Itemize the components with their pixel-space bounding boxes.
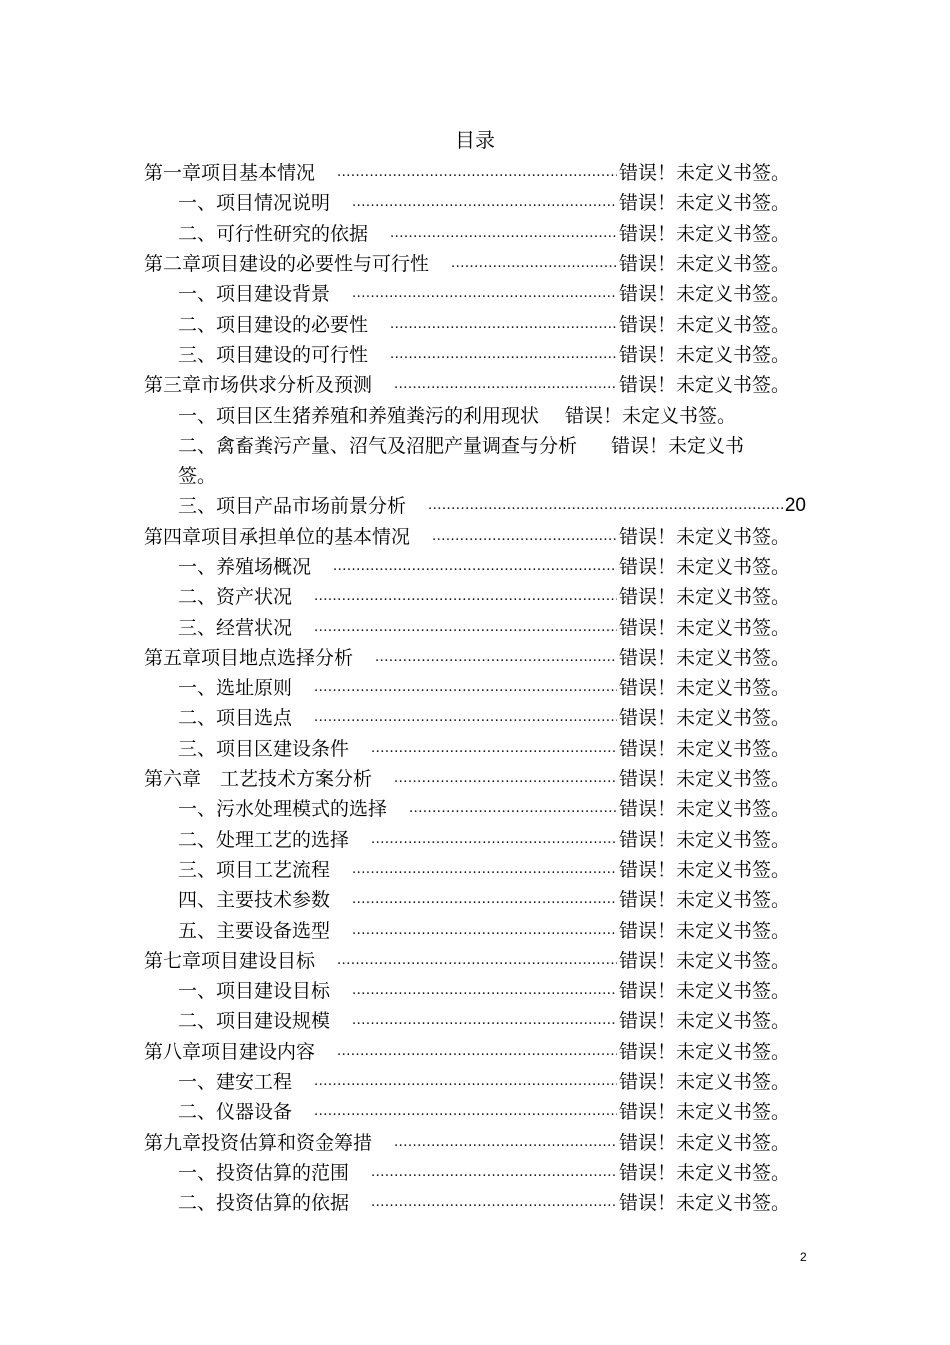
leader-dots — [352, 1006, 617, 1036]
page-number: 2 — [800, 1250, 807, 1264]
toc-entry[interactable]: 二、禽畜粪污产量、沼气及沼肥产量调查与分析 错误！未定义书 签。 — [178, 434, 745, 487]
leader-dots — [375, 643, 617, 673]
leader-dots — [390, 340, 617, 370]
leader-dots — [390, 219, 617, 249]
leader-dots — [394, 370, 617, 400]
toc-entry[interactable]: 二、项目选点 ..... 错误！未定义书签。 — [144, 703, 790, 733]
leader-dots — [337, 158, 617, 188]
leader-dots — [371, 825, 617, 855]
toc-entry[interactable]: 二、资产状况 ..... 错误！未定义书签。 — [144, 582, 790, 612]
toc-entry[interactable]: 一、项目区生猪养殖和养殖粪污的利用现状 错误！未定义书签。 — [178, 404, 737, 427]
toc-entry[interactable]: 一、项目建设目标 ..... 错误！未定义书签。 — [144, 976, 790, 1006]
leader-dots — [394, 1128, 617, 1158]
toc-entry[interactable]: 第五章项目地点选择分析 ..... 错误！未定义书签。 — [144, 643, 790, 673]
toc-entry[interactable]: 三、经营状况 ..... 错误！未定义书签。 — [144, 612, 790, 642]
toc-entry[interactable]: 一、项目建设背景 ..... 错误！未定义书签。 — [144, 279, 790, 309]
toc-entry[interactable]: 第六章 工艺技术方案分析 ..... 错误！未定义书签。 — [144, 764, 790, 794]
toc-entry[interactable]: 一、污水处理模式的选择 ..... 错误！未定义书签。 — [144, 794, 790, 824]
toc-entry[interactable]: 一、项目情况说明 ..... 错误！未定义书签。 — [144, 188, 790, 218]
leader-dots — [394, 764, 617, 794]
leader-dots — [337, 1037, 617, 1067]
leader-dots — [314, 1097, 617, 1127]
toc-entry[interactable]: 第三章市场供求分析及预测 ..... 错误！未定义书签。 — [144, 370, 790, 400]
toc-entry[interactable]: 第八章项目建设内容 ..... 错误！未定义书签。 — [144, 1037, 790, 1067]
toc-entry[interactable]: 一、养殖场概况 ..... 错误！未定义书签。 — [144, 552, 790, 582]
toc-entry[interactable]: 第七章项目建设目标 ..... 错误！未定义书签。 — [144, 946, 790, 976]
toc-entry[interactable]: 第一章项目基本情况 ..... 错误！未定义书签。 — [144, 158, 790, 188]
toc-entry[interactable]: 第九章投资估算和资金筹措 ..... 错误！未定义书签。 — [144, 1128, 790, 1158]
toc-entry[interactable]: 二、项目建设规模 ..... 错误！未定义书签。 — [144, 1006, 790, 1036]
toc-entry[interactable]: 第四章项目承担单位的基本情况 ..... 错误！未定义书签。 — [144, 522, 790, 552]
leader-dots — [337, 946, 617, 976]
toc-entry[interactable]: 第二章项目建设的必要性与可行性 ..... 错误！未定义书签。 — [144, 249, 790, 279]
toc-entry[interactable]: 一、建安工程 ..... 错误！未定义书签。 — [144, 1067, 790, 1097]
leader-dots — [314, 582, 617, 612]
leader-dots — [409, 794, 617, 824]
toc-entry[interactable]: 二、可行性研究的依据 ..... 错误！未定义书签。 — [144, 219, 790, 249]
table-of-contents — [144, 158, 806, 1218]
toc-entry[interactable]: 二、仪器设备 ..... 错误！未定义书签。 — [144, 1097, 790, 1127]
toc-title: 目录 — [455, 128, 495, 152]
toc-entry[interactable]: 四、主要技术参数 ..... 错误！未定义书签。 — [144, 885, 790, 915]
toc-entry[interactable]: 二、项目建设的必要性 ..... 错误！未定义书签。 — [144, 309, 790, 339]
leader-dots — [352, 188, 617, 218]
leader-dots — [451, 249, 617, 279]
leader-dots — [432, 522, 617, 552]
toc-entry[interactable]: 三、项目产品市场前景分析 ..... 20 — [144, 491, 790, 521]
toc-entry[interactable]: 二、处理工艺的选择 ..... 错误！未定义书签。 — [144, 825, 790, 855]
toc-entry[interactable]: 三、项目区建设条件 ..... 错误！未定义书签。 — [144, 734, 790, 764]
toc-entry[interactable]: 五、主要设备选型 ..... 错误！未定义书签。 — [144, 915, 790, 945]
leader-dots — [371, 1158, 617, 1188]
toc-entry[interactable]: 三、项目工艺流程 ..... 错误！未定义书签。 — [144, 855, 790, 885]
leader-dots — [352, 885, 617, 915]
leader-dots — [314, 673, 617, 703]
leader-dots — [352, 976, 617, 1006]
leader-dots — [428, 491, 783, 521]
toc-entry[interactable]: 二、投资估算的依据 ..... 错误！未定义书签。 — [144, 1188, 790, 1218]
toc-entry[interactable]: 一、选址原则 ..... 错误！未定义书签。 — [144, 673, 790, 703]
leader-dots — [314, 703, 617, 733]
leader-dots — [371, 1188, 617, 1218]
toc-entry[interactable]: 三、项目建设的可行性 ..... 错误！未定义书签。 — [144, 340, 790, 370]
leader-dots — [314, 1067, 617, 1097]
leader-dots — [352, 855, 617, 885]
leader-dots — [390, 310, 617, 340]
leader-dots — [314, 613, 617, 643]
leader-dots — [371, 734, 617, 764]
leader-dots — [352, 279, 617, 309]
toc-entry[interactable]: 一、投资估算的范围 ..... 错误！未定义书签。 — [144, 1158, 790, 1188]
leader-dots — [352, 916, 617, 946]
leader-dots — [333, 552, 617, 582]
